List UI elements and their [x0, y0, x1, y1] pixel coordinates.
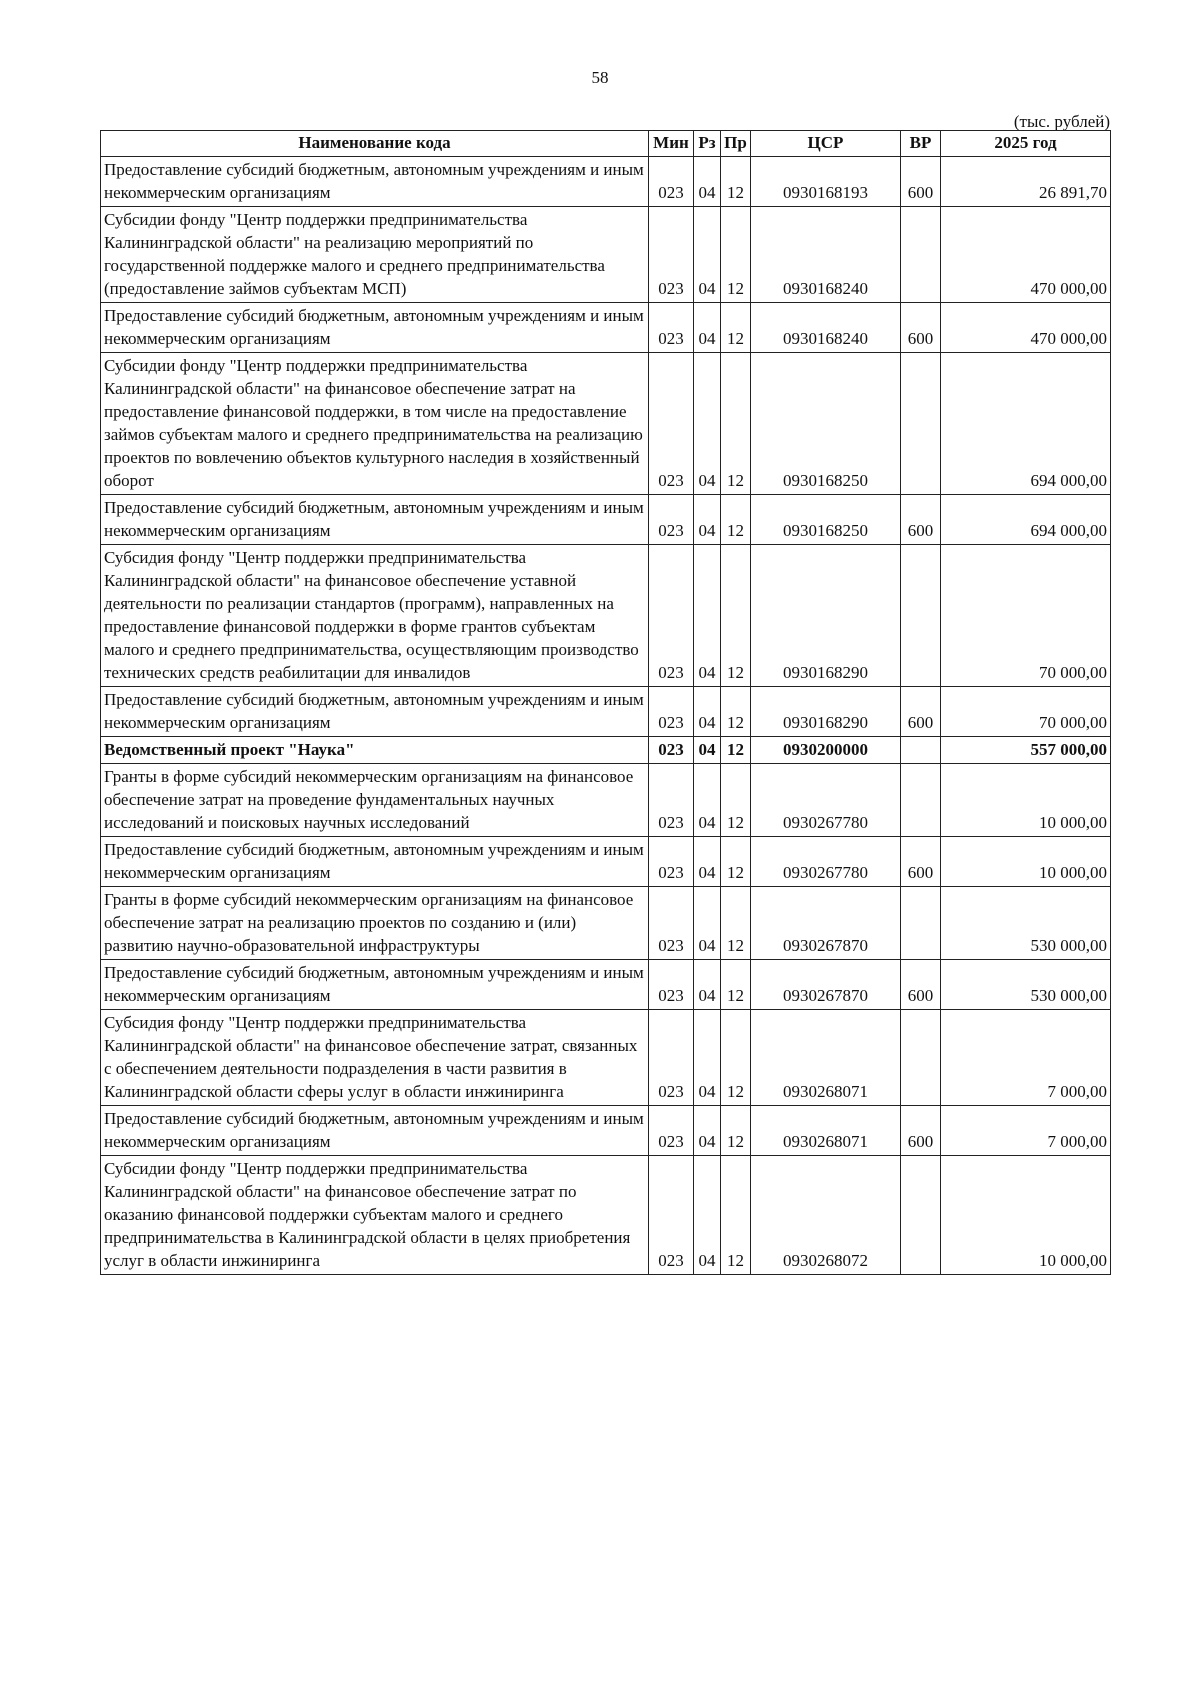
row-rz-cell: 04 [694, 737, 721, 764]
row-rz-cell: 04 [694, 687, 721, 737]
table-body [101, 157, 1111, 1275]
row-min-cell: 023 [649, 157, 694, 207]
row-sum-cell: 26 891,70 [941, 157, 1111, 207]
header-csr: ЦСР [751, 131, 901, 157]
table-row [101, 1010, 1111, 1106]
row-sum-cell: 530 000,00 [941, 887, 1111, 960]
table-row [101, 1106, 1111, 1156]
row-pr-cell: 12 [721, 495, 751, 545]
row-csr-cell: 0930267870 [751, 887, 901, 960]
row-csr-cell: 0930168290 [751, 545, 901, 687]
row-vr-cell [901, 207, 941, 303]
header-name: Наименование кода [101, 131, 649, 157]
row-sum-cell: 7 000,00 [941, 1010, 1111, 1106]
row-sum-cell: 694 000,00 [941, 495, 1111, 545]
row-sum-cell: 530 000,00 [941, 960, 1111, 1010]
row-rz-cell: 04 [694, 764, 721, 837]
row-sum-cell: 70 000,00 [941, 687, 1111, 737]
row-vr-cell [901, 353, 941, 495]
row-vr-cell: 600 [901, 303, 941, 353]
row-name-cell: Субсидии фонду "Центр поддержки предпринимательства Калининградской области" на реализацию мероприятий по государственной поддержке малого и среднего предпринимательства (предоставление займов субъектам МСП) [101, 207, 649, 303]
row-min-cell: 023 [649, 737, 694, 764]
row-sum-cell: 10 000,00 [941, 764, 1111, 837]
units-label: (тыс. рублей) [1013, 112, 1110, 131]
row-csr-cell: 0930200000 [751, 737, 901, 764]
row-pr-cell: 12 [721, 687, 751, 737]
row-vr-cell [901, 737, 941, 764]
row-name-cell: Ведомственный проект "Наука" [101, 737, 649, 764]
row-pr-cell: 12 [721, 960, 751, 1010]
row-min-cell: 023 [649, 1106, 694, 1156]
row-name-cell: Гранты в форме субсидий некоммерческим организациям на финансовое обеспечение затрат на реализацию проектов по созданию и (или) развитию научно-образовательной инфраструктуры [101, 887, 649, 960]
row-vr-cell [901, 887, 941, 960]
table-row [101, 303, 1111, 353]
row-sum-cell: 70 000,00 [941, 545, 1111, 687]
header-rz: Рз [694, 131, 721, 157]
budget-table [100, 130, 1111, 1275]
row-sum-cell: 7 000,00 [941, 1106, 1111, 1156]
row-pr-cell: 12 [721, 737, 751, 764]
row-min-cell: 023 [649, 1156, 694, 1275]
header-vr: ВР [901, 131, 941, 157]
row-min-cell: 023 [649, 207, 694, 303]
table-row [101, 887, 1111, 960]
row-csr-cell: 0930267780 [751, 837, 901, 887]
row-name-cell: Гранты в форме субсидий некоммерческим организациям на финансовое обеспечение затрат на проведение фундаментальных научных исследований и поисковых научных исследований [101, 764, 649, 837]
row-csr-cell: 0930267780 [751, 764, 901, 837]
row-name-cell: Предоставление субсидий бюджетным, автономным учреждениям и иным некоммерческим организациям [101, 837, 649, 887]
row-csr-cell: 0930168240 [751, 303, 901, 353]
row-min-cell: 023 [649, 960, 694, 1010]
row-csr-cell: 0930168240 [751, 207, 901, 303]
row-pr-cell: 12 [721, 764, 751, 837]
row-vr-cell: 600 [901, 1106, 941, 1156]
row-sum-cell: 694 000,00 [941, 353, 1111, 495]
row-name-cell: Субсидии фонду "Центр поддержки предпринимательства Калининградской области" на финансовое обеспечение затрат на предоставление финансовой поддержки, в том числе на предоставление займов субъектам малого и среднего предпринимательства на реализацию проектов по вовлечению объектов культурного наследия в хозяйственный оборот [101, 353, 649, 495]
row-min-cell: 023 [649, 1010, 694, 1106]
row-name-cell: Предоставление субсидий бюджетным, автономным учреждениям и иным некоммерческим организациям [101, 1106, 649, 1156]
row-name-cell: Предоставление субсидий бюджетным, автономным учреждениям и иным некоммерческим организациям [101, 960, 649, 1010]
row-rz-cell: 04 [694, 1106, 721, 1156]
table-row [101, 353, 1111, 495]
row-name-cell: Субсидия фонду "Центр поддержки предпринимательства Калининградской области" на финансовое обеспечение затрат, связанных с обеспечением деятельности подразделения в части развития в Калининградской области сферы услуг в области инжиниринга [101, 1010, 649, 1106]
row-rz-cell: 04 [694, 353, 721, 495]
row-name-cell: Предоставление субсидий бюджетным, автономным учреждениям и иным некоммерческим организациям [101, 303, 649, 353]
table-row [101, 157, 1111, 207]
row-pr-cell: 12 [721, 353, 751, 495]
row-csr-cell: 0930268071 [751, 1010, 901, 1106]
row-name-cell: Предоставление субсидий бюджетным, автономным учреждениям и иным некоммерческим организациям [101, 157, 649, 207]
row-rz-cell: 04 [694, 960, 721, 1010]
row-csr-cell: 0930267870 [751, 960, 901, 1010]
row-rz-cell: 04 [694, 887, 721, 960]
header-min: Мин [649, 131, 694, 157]
row-csr-cell: 0930168193 [751, 157, 901, 207]
row-csr-cell: 0930168250 [751, 353, 901, 495]
row-min-cell: 023 [649, 837, 694, 887]
row-pr-cell: 12 [721, 1106, 751, 1156]
row-min-cell: 023 [649, 687, 694, 737]
row-vr-cell [901, 1010, 941, 1106]
row-pr-cell: 12 [721, 887, 751, 960]
row-rz-cell: 04 [694, 207, 721, 303]
row-pr-cell: 12 [721, 545, 751, 687]
row-vr-cell: 600 [901, 495, 941, 545]
row-min-cell: 023 [649, 764, 694, 837]
row-rz-cell: 04 [694, 545, 721, 687]
row-csr-cell: 0930168290 [751, 687, 901, 737]
row-csr-cell: 0930268071 [751, 1106, 901, 1156]
row-rz-cell: 04 [694, 303, 721, 353]
row-vr-cell [901, 1156, 941, 1275]
table-row [101, 960, 1111, 1010]
row-min-cell: 023 [649, 353, 694, 495]
table-row [101, 764, 1111, 837]
row-pr-cell: 12 [721, 303, 751, 353]
row-name-cell: Предоставление субсидий бюджетным, автономным учреждениям и иным некоммерческим организациям [101, 687, 649, 737]
row-rz-cell: 04 [694, 495, 721, 545]
row-min-cell: 023 [649, 887, 694, 960]
row-sum-cell: 10 000,00 [941, 1156, 1111, 1275]
row-vr-cell: 600 [901, 687, 941, 737]
table-row [101, 687, 1111, 737]
row-vr-cell: 600 [901, 960, 941, 1010]
row-min-cell: 023 [649, 495, 694, 545]
row-rz-cell: 04 [694, 1156, 721, 1275]
row-vr-cell: 600 [901, 837, 941, 887]
table-row [101, 1156, 1111, 1275]
row-vr-cell [901, 545, 941, 687]
row-rz-cell: 04 [694, 1010, 721, 1106]
row-pr-cell: 12 [721, 157, 751, 207]
row-pr-cell: 12 [721, 1010, 751, 1106]
table-row [101, 207, 1111, 303]
row-name-cell: Субсидия фонду "Центр поддержки предпринимательства Калининградской области" на финансовое обеспечение уставной деятельности по реализации стандартов (программ), направленных на предоставление финансовой поддержки в форме грантов субъектам малого и среднего предпринимательства, осуществляющим производство технических средств реабилитации для инвалидов [101, 545, 649, 687]
table-row [101, 837, 1111, 887]
row-vr-cell [901, 764, 941, 837]
row-rz-cell: 04 [694, 157, 721, 207]
header-pr: Пр [721, 131, 751, 157]
row-pr-cell: 12 [721, 207, 751, 303]
row-sum-cell: 470 000,00 [941, 303, 1111, 353]
row-min-cell: 023 [649, 545, 694, 687]
row-min-cell: 023 [649, 303, 694, 353]
row-sum-cell: 10 000,00 [941, 837, 1111, 887]
row-name-cell: Предоставление субсидий бюджетным, автономным учреждениям и иным некоммерческим организациям [101, 495, 649, 545]
table-row [101, 495, 1111, 545]
row-pr-cell: 12 [721, 837, 751, 887]
row-csr-cell: 0930268072 [751, 1156, 901, 1275]
row-csr-cell: 0930168250 [751, 495, 901, 545]
table-header-row [101, 131, 1111, 157]
header-sum: 2025 год [941, 131, 1111, 157]
row-name-cell: Субсидии фонду "Центр поддержки предпринимательства Калининградской области" на финансовое обеспечение затрат по оказанию финансовой поддержки субъектам малого и среднего предпринимательства в Калининградской области в целях приобретения услуг в области инжиниринга [101, 1156, 649, 1275]
page-number: 58 [591, 68, 609, 87]
row-sum-cell: 557 000,00 [941, 737, 1111, 764]
row-rz-cell: 04 [694, 837, 721, 887]
row-vr-cell: 600 [901, 157, 941, 207]
row-pr-cell: 12 [721, 1156, 751, 1275]
table-row [101, 545, 1111, 687]
row-sum-cell: 470 000,00 [941, 207, 1111, 303]
table-row [101, 737, 1111, 764]
